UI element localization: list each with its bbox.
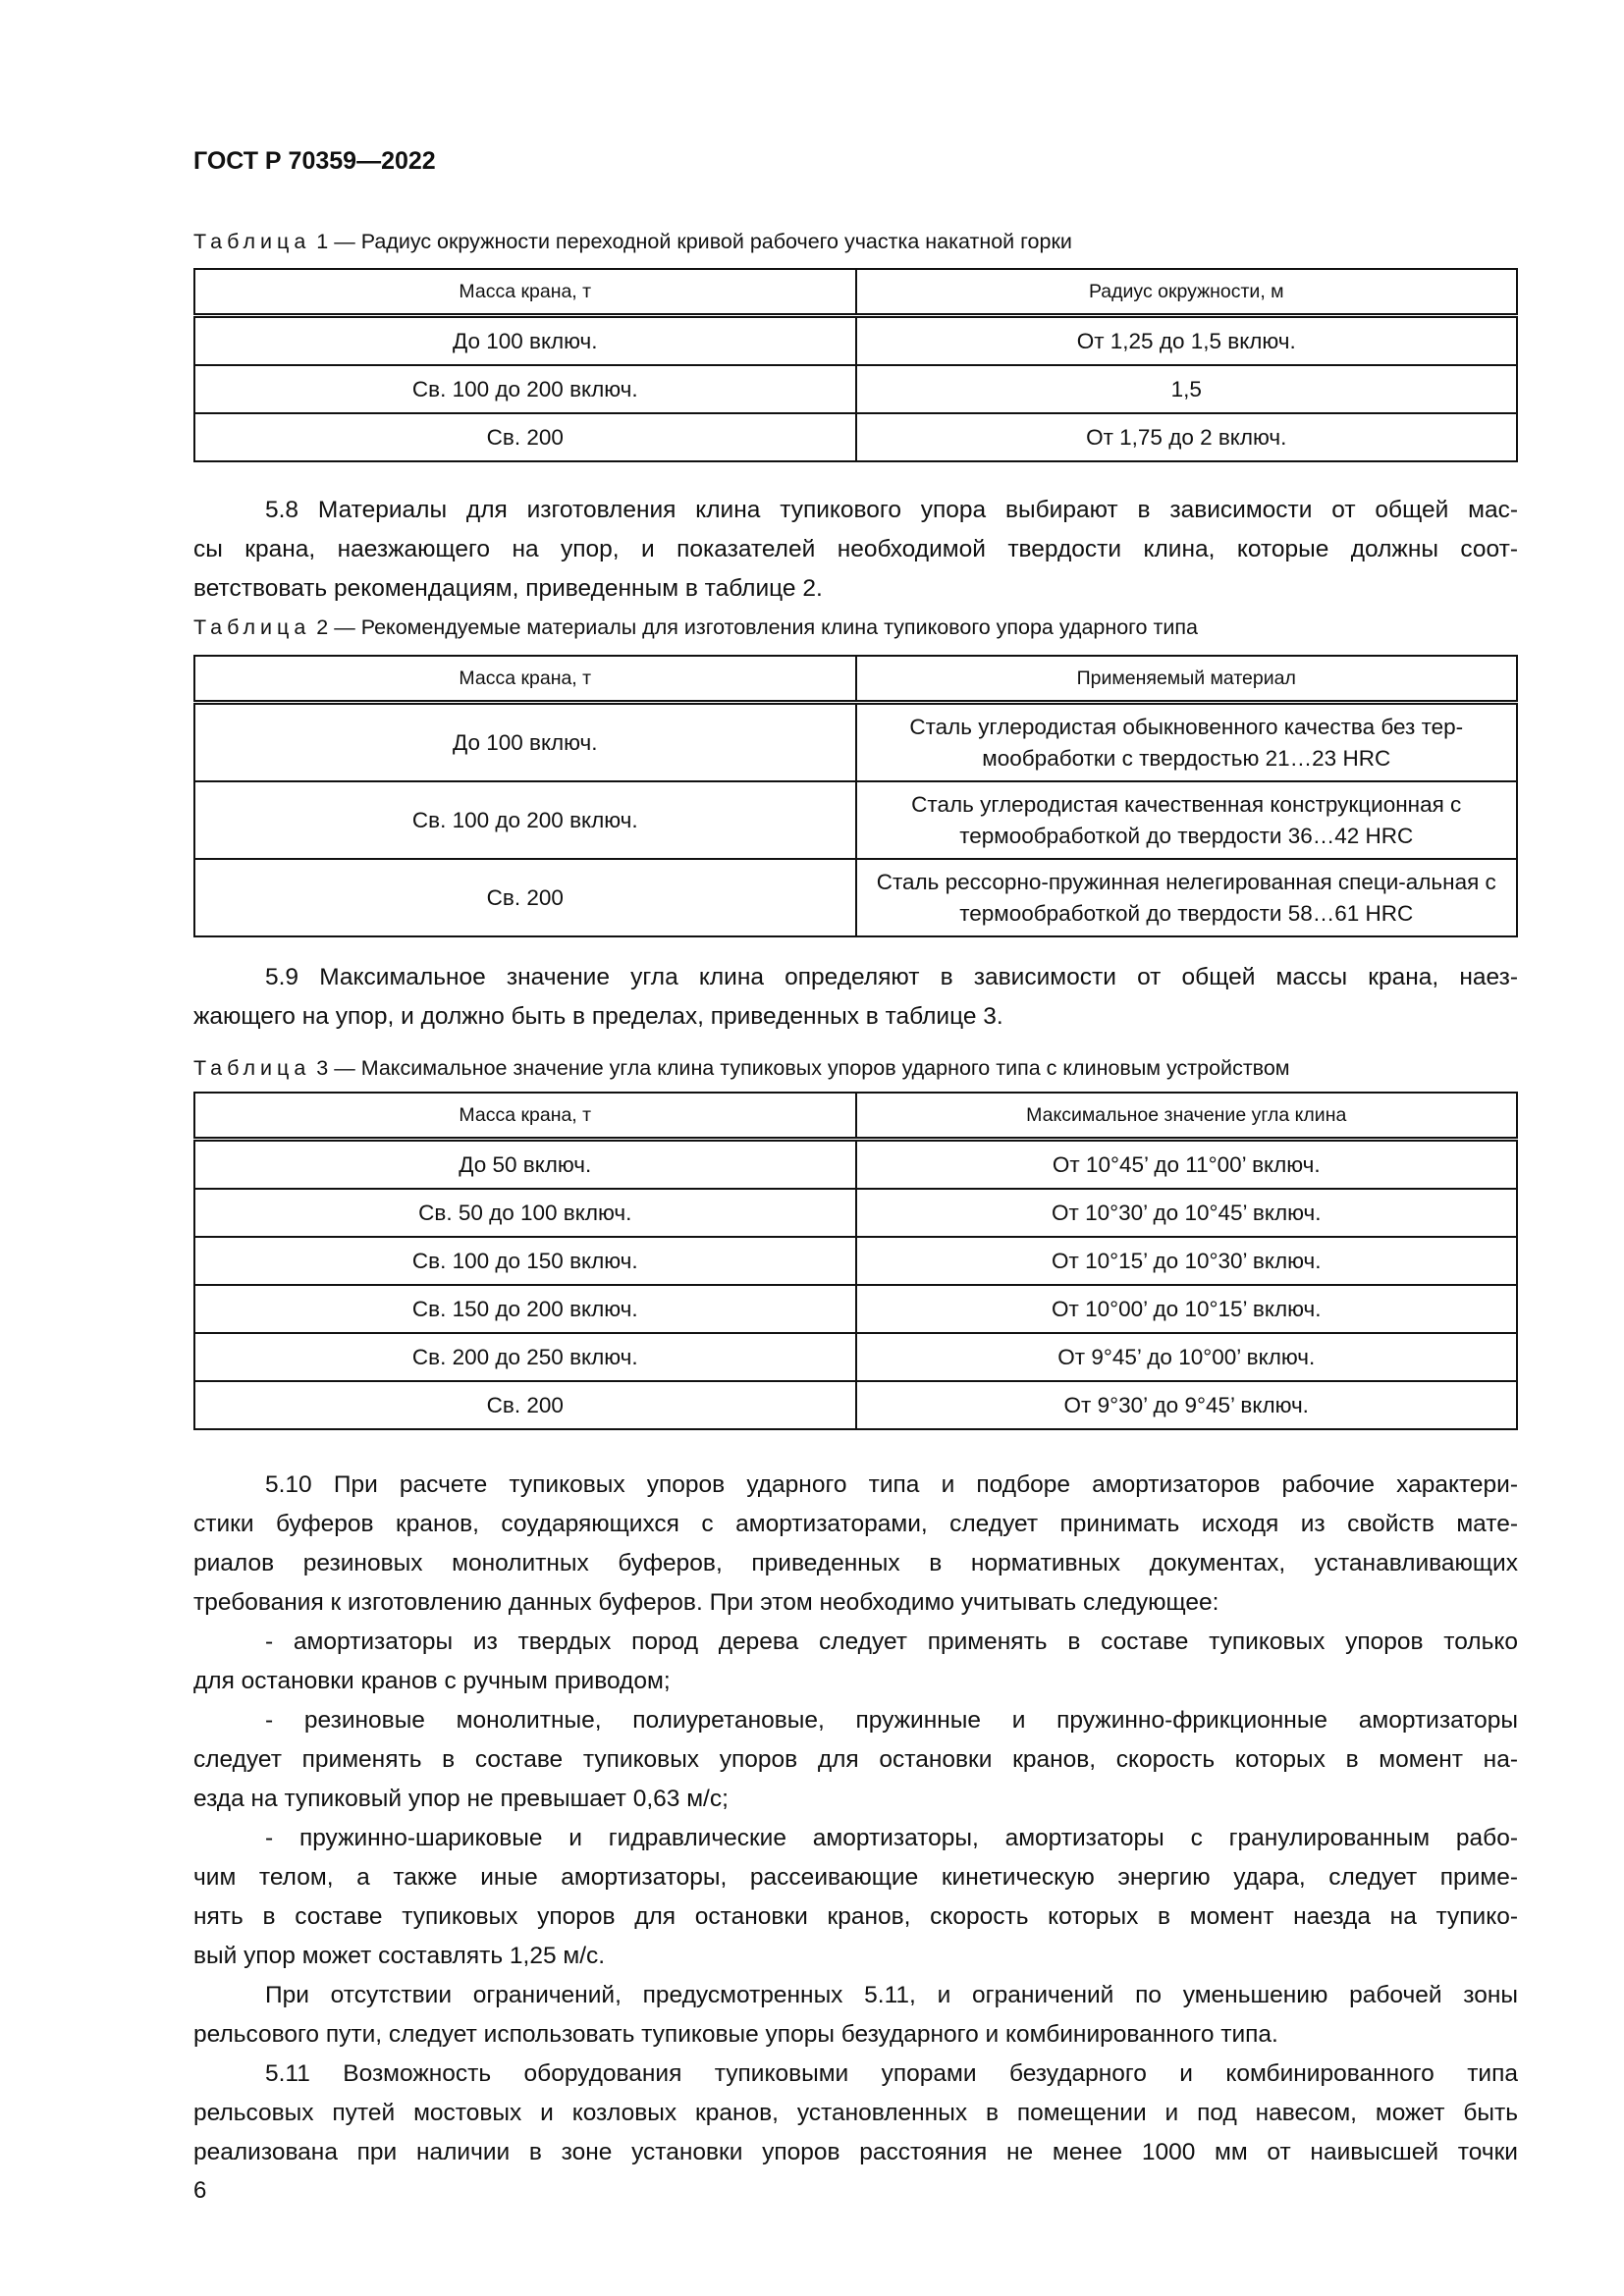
table1-container <box>193 268 1518 462</box>
table-row <box>194 413 1517 461</box>
text-line: требования к изготовлению данных буферов. При этом необходимо учитывать следующее: <box>193 1589 1219 1616</box>
table3-caption <box>193 1056 1518 1081</box>
table-cell: От 10°30’ до 10°45’ включ. <box>856 1189 1518 1237</box>
table2 <box>193 655 1518 937</box>
text-line: риалов резиновых монолитных буферов, приведенных в нормативных документах, устанавливающих <box>193 1550 1518 1576</box>
table-cell: От 9°30’ до 9°45’ включ. <box>856 1381 1518 1429</box>
paragraph-5-8 <box>193 491 1518 609</box>
table1 <box>193 268 1518 462</box>
table-cell: Св. 100 до 200 включ. <box>194 781 856 859</box>
caption-label: Таблица <box>193 230 311 253</box>
text-line: рельсовых путей мостовых и козловых кранов, установленных в помещении и под навесом, может быть <box>193 2100 1518 2126</box>
table-cell: Св. 200 до 250 включ. <box>194 1333 856 1381</box>
table-cell: От 10°45’ до 11°00’ включ. <box>856 1140 1518 1190</box>
table-cell: Св. 200 <box>194 413 856 461</box>
paragraph <box>193 2055 1518 2172</box>
text-line: следует применять в составе тупиковых упоров для остановки кранов, скорость которых в момент на- <box>193 1746 1518 1773</box>
table-row <box>194 316 1517 366</box>
text-line: езда на тупиковый упор не превышает 0,63 м/с; <box>193 1786 729 1812</box>
table2-container <box>193 655 1518 937</box>
table3 <box>193 1092 1518 1430</box>
text-line: для остановки кранов с ручным приводом; <box>193 1668 671 1694</box>
caption-text: 2 — Рекомендуемые материалы для изготовления клина тупикового упора ударного типа <box>310 615 1198 639</box>
document-title: ГОСТ Р 70359—2022 <box>193 147 436 175</box>
table-row <box>194 365 1517 413</box>
table-row <box>194 703 1517 782</box>
column-header: Радиус окружности, м <box>856 269 1518 316</box>
text-line: сы крана, наезжающего на упор, и показателей необходимой твердости клина, которые должны соот- <box>193 536 1518 562</box>
table-cell: До 100 включ. <box>194 703 856 782</box>
table-cell: До 100 включ. <box>194 316 856 366</box>
text-line: - пружинно-шариковые и гидравлические амортизаторы, амортизаторы с гранулированным рабо- <box>265 1825 1518 1851</box>
caption-text: 1 — Радиус окружности переходной кривой рабочего участка накатной горки <box>310 230 1072 253</box>
paragraph-5-9 <box>193 958 1518 1037</box>
table-cell: От 9°45’ до 10°00’ включ. <box>856 1333 1518 1381</box>
caption-text: 3 — Максимальное значение угла клина тупиковых упоров ударного типа с клиновым устройством <box>310 1056 1290 1080</box>
table-cell: Св. 100 до 200 включ. <box>194 365 856 413</box>
table-cell: От 10°00’ до 10°15’ включ. <box>856 1285 1518 1333</box>
text-line: - амортизаторы из твердых пород дерева следует применять в составе тупиковых упоров только <box>265 1629 1518 1655</box>
table-row <box>194 1381 1517 1429</box>
table-cell: Св. 200 <box>194 1381 856 1429</box>
table-row <box>194 1285 1517 1333</box>
text-line: нять в составе тупиковых упоров для остановки кранов, скорость которых в момент наезда на тупико- <box>193 1903 1518 1930</box>
text-line: 5.8 Материалы для изготовления клина тупикового упора выбирают в зависимости от общей мас- <box>265 497 1518 523</box>
table-cell: 1,5 <box>856 365 1518 413</box>
text-line: вый упор может составлять 1,25 м/с. <box>193 1943 606 1969</box>
table-row <box>194 859 1517 936</box>
text-line: стики буферов кранов, соударяющихся с амортизаторами, следует принимать исходя из свойств мате- <box>193 1511 1518 1537</box>
text-line: 5.9 Максимальное значение угла клина определяют в зависимости от общей массы крана, наез- <box>265 964 1518 990</box>
column-header: Масса крана, т <box>194 1093 856 1140</box>
body-text <box>193 1466 1518 2172</box>
caption-label: Таблица <box>193 615 311 639</box>
table-header-row <box>194 269 1517 316</box>
text-line: ветствовать рекомендациям, приведенным в таблице 2. <box>193 575 823 602</box>
table-cell: До 50 включ. <box>194 1140 856 1190</box>
column-header: Применяемый материал <box>856 656 1518 703</box>
text-line: 5.11 Возможность оборудования тупиковыми упорами безударного и комбинированного типа <box>265 2060 1518 2087</box>
text-line: - резиновые монолитные, полиуретановые, пружинные и пружинно-фрикционные амортизаторы <box>265 1707 1518 1734</box>
table-cell: От 1,75 до 2 включ. <box>856 413 1518 461</box>
table-cell: Св. 100 до 150 включ. <box>194 1237 856 1285</box>
table-cell: Сталь рессорно-пружинная нелегированная специ-альная с термообработкой до твердости 58…61 HRC <box>856 859 1518 936</box>
table-row <box>194 1237 1517 1285</box>
page-number: 6 <box>193 2177 207 2204</box>
paragraph <box>193 1976 1518 2055</box>
table-cell: Св. 200 <box>194 859 856 936</box>
table-cell: Св. 150 до 200 включ. <box>194 1285 856 1333</box>
table-cell: Сталь углеродистая обыкновенного качества без тер-мообработки с твердостью 21…23 HRC <box>856 703 1518 782</box>
column-header: Максимальное значение угла клина <box>856 1093 1518 1140</box>
table-cell: От 10°15’ до 10°30’ включ. <box>856 1237 1518 1285</box>
table-header-row <box>194 656 1517 703</box>
text-line: чим телом, а также иные амортизаторы, рассеивающие кинетическую энергию удара, следует приме- <box>193 1864 1518 1891</box>
table-row <box>194 781 1517 859</box>
table-cell: Сталь углеродистая качественная конструкционная с термообработкой до твердости 36…42 HRC <box>856 781 1518 859</box>
paragraph <box>193 1701 1518 1819</box>
column-header: Масса крана, т <box>194 656 856 703</box>
table-row <box>194 1189 1517 1237</box>
table-row <box>194 1333 1517 1381</box>
table-cell: От 1,25 до 1,5 включ. <box>856 316 1518 366</box>
text-line: реализована при наличии в зоне установки упоров расстояния не менее 1000 мм от наивысшей точки <box>193 2139 1518 2165</box>
caption-label: Таблица <box>193 1056 311 1080</box>
table-cell: Св. 50 до 100 включ. <box>194 1189 856 1237</box>
table-row <box>194 1140 1517 1190</box>
table-header-row <box>194 1093 1517 1140</box>
text-line: рельсового пути, следует использовать тупиковые упоры безударного и комбинированного типа. <box>193 2021 1278 2048</box>
paragraph <box>193 1623 1518 1701</box>
column-header: Масса крана, т <box>194 269 856 316</box>
text-line: жающего на упор, и должно быть в пределах, приведенных в таблице 3. <box>193 1003 1003 1030</box>
text-line: При отсутствии ограничений, предусмотренных 5.11, и ограничений по уменьшению рабочей зоны <box>265 1982 1518 2008</box>
table1-caption <box>193 230 1518 254</box>
text-line: 5.10 При расчете тупиковых упоров ударного типа и подборе амортизаторов рабочие характери- <box>265 1471 1518 1498</box>
table3-container <box>193 1092 1518 1430</box>
table2-caption <box>193 615 1518 640</box>
paragraph <box>193 1819 1518 1976</box>
paragraph <box>193 1466 1518 1623</box>
